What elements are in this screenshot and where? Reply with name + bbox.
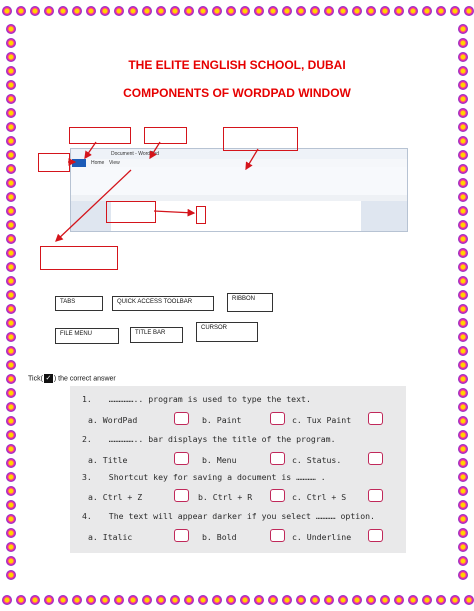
checkbox-1b[interactable] bbox=[270, 412, 285, 425]
option-4a: a. Italic bbox=[88, 532, 133, 542]
question-text: …………….. bar displays the title of the program. bbox=[108, 434, 336, 444]
school-title: THE ELITE ENGLISH SCHOOL, DUBAI bbox=[128, 58, 346, 72]
wordpad-tab-home: Home bbox=[91, 160, 105, 166]
question-1 bbox=[82, 394, 311, 404]
question-text: …………….. program is used to type the text. bbox=[108, 394, 311, 404]
wordpad-title-text: Document - WordPad bbox=[111, 151, 159, 157]
checkbox-4a[interactable] bbox=[174, 529, 189, 542]
checkbox-4b[interactable] bbox=[270, 529, 285, 542]
quiz-panel bbox=[70, 386, 406, 553]
checkbox-3b[interactable] bbox=[270, 489, 285, 502]
question-number: 2. bbox=[82, 434, 92, 444]
option-4c: c. Underline bbox=[292, 532, 352, 542]
checkbox-3c[interactable] bbox=[368, 489, 383, 502]
checkbox-1c[interactable] bbox=[368, 412, 383, 425]
instruction-line bbox=[28, 374, 116, 383]
instruction-suffix: ) the correct answer bbox=[53, 375, 116, 383]
question-3 bbox=[82, 472, 326, 482]
checkbox-4c[interactable] bbox=[368, 529, 383, 542]
option-2b: b. Menu bbox=[202, 455, 237, 465]
question-2 bbox=[82, 434, 336, 444]
checkbox-2a[interactable] bbox=[174, 452, 189, 465]
option-1a: a. WordPad bbox=[88, 415, 138, 425]
option-3a: a. Ctrl + Z bbox=[88, 492, 143, 502]
question-text: Shortcut key for saving a document is ………… . bbox=[108, 472, 326, 482]
checkbox-3a[interactable] bbox=[174, 489, 189, 502]
option-2c: c. Status. bbox=[292, 455, 342, 465]
checkbox-2c[interactable] bbox=[368, 452, 383, 465]
label-option-ribbon[interactable]: RIBBON bbox=[227, 293, 273, 312]
option-3c: c. Ctrl + S bbox=[292, 492, 347, 502]
checkbox-1a[interactable] bbox=[174, 412, 189, 425]
checkbox-2b[interactable] bbox=[270, 452, 285, 465]
question-4 bbox=[82, 511, 375, 521]
option-3b: b. Ctrl + R bbox=[198, 492, 253, 502]
question-number: 4. bbox=[82, 511, 92, 521]
option-1b: b. Paint bbox=[202, 415, 242, 425]
question-text: The text will appear darker if you select ………… option. bbox=[108, 511, 375, 521]
tick-icon: ✓ bbox=[45, 375, 52, 382]
option-1c: c. Tux Paint bbox=[292, 415, 352, 425]
label-option-quick-access-toolbar[interactable]: QUICK ACCESS TOOLBAR bbox=[112, 296, 214, 311]
wordpad-tab-view: View bbox=[109, 160, 120, 166]
instruction-prefix: Tick( bbox=[28, 375, 43, 383]
label-option-file-menu[interactable]: FILE MENU bbox=[55, 328, 119, 344]
question-number: 1. bbox=[82, 394, 92, 404]
option-2a: a. Title bbox=[88, 455, 128, 465]
label-option-cursor[interactable]: CURSOR bbox=[196, 322, 258, 342]
label-option-tabs[interactable]: TABS bbox=[55, 296, 103, 311]
page-title: COMPONENTS OF WORDPAD WINDOW bbox=[123, 86, 351, 100]
option-4b: b. Bold bbox=[202, 532, 237, 542]
label-option-title-bar[interactable]: TITLE BAR bbox=[130, 327, 183, 343]
question-number: 3. bbox=[82, 472, 92, 482]
